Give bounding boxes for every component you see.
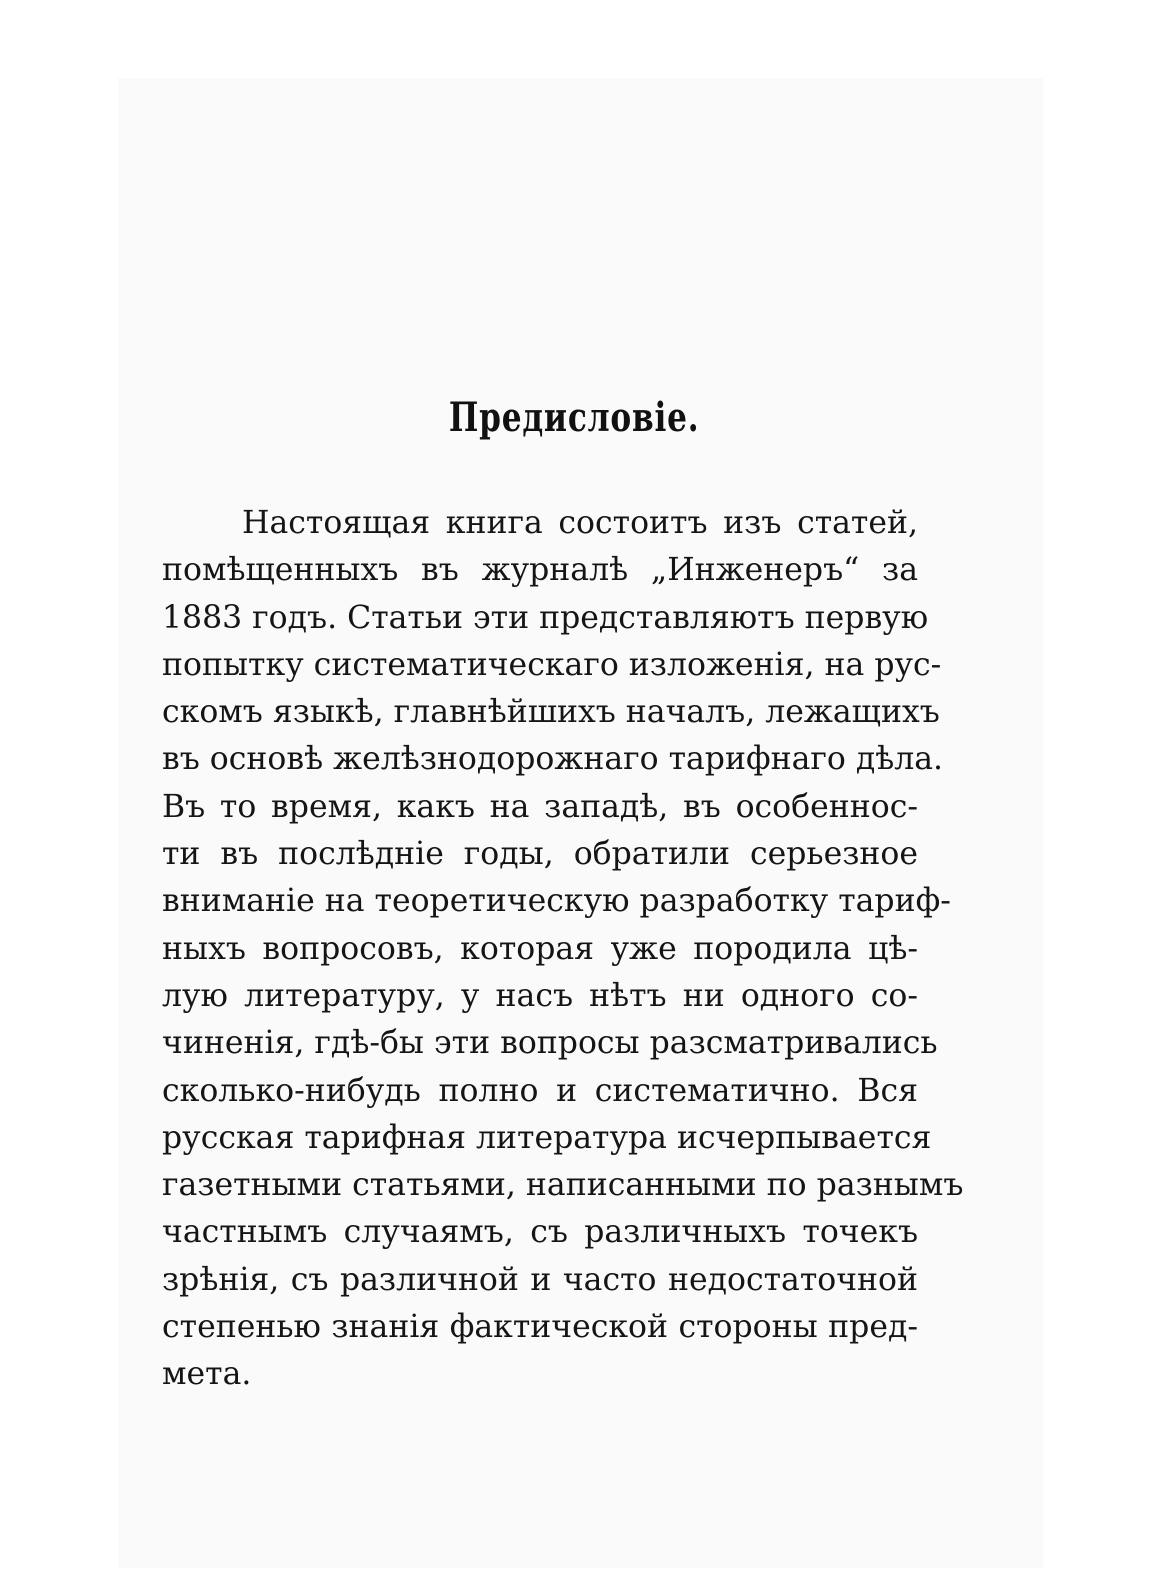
text-line: помѣщенныхъ въ журналѣ „Инженеръ“ за: [162, 552, 918, 589]
text-line: скомъ языкѣ, главнѣйшихъ началъ, лежащихъ: [162, 694, 940, 731]
text-line: попытку систематическаго изложенія, на рус-: [162, 646, 942, 683]
text-line: чиненія, гдѣ-бы эти вопросы разсматривались: [162, 1025, 938, 1062]
text-line: русская тарифная литература исчерпывается: [162, 1119, 932, 1156]
text-line: сколько-нибудь полно и систематично. Вся: [162, 1072, 918, 1109]
text-line: частнымъ случаямъ, съ различныхъ точекъ: [162, 1214, 918, 1251]
text-line: газетными статьями, написанными по разнымъ: [162, 1167, 964, 1204]
text-line: мета.: [162, 1356, 252, 1393]
text-line: ныхъ вопросовъ, которая уже породила цѣ-: [162, 930, 918, 967]
preface-paragraph: [162, 500, 964, 1399]
text-line: степенью знанія фактической стороны пред-: [162, 1309, 918, 1346]
text-line: зрѣнія, съ различной и часто недостаточной: [162, 1261, 918, 1298]
page-title: Предисловіе.: [448, 394, 700, 441]
text-line: вниманіе на теоретическую разработку тариф-: [162, 883, 951, 920]
text-line: въ основѣ желѣзнодорожнаго тарифнаго дѣла.: [162, 741, 944, 778]
text-line: ти въ послѣдніе годы, обратили серьезное: [162, 836, 918, 873]
text-line: Настоящая книга состоитъ изъ статей,: [242, 505, 918, 541]
text-line: Въ то время, какъ на западѣ, въ особеннос-: [162, 788, 918, 825]
text-line: лую литературу, у насъ нѣтъ ни одного со-: [162, 977, 918, 1014]
text-line: 1883 годъ. Статьи эти представляютъ первую: [162, 599, 929, 636]
